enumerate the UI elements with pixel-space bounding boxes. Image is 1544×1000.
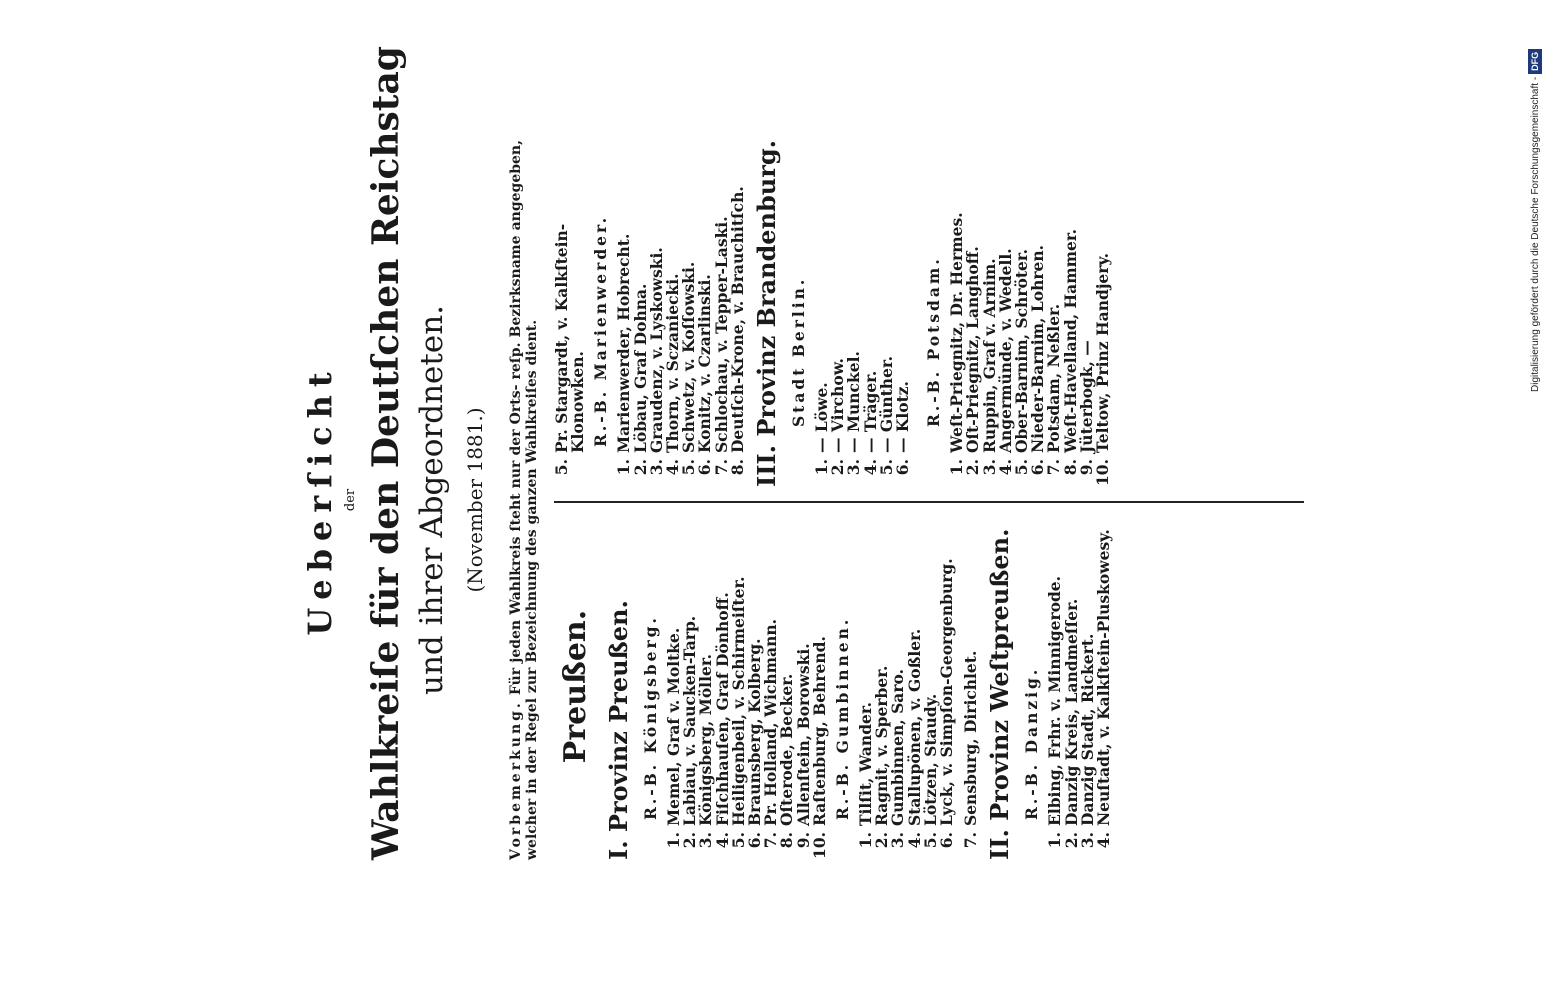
list-item: 10. Raſtenburg, Behrend. [809,636,829,859]
remark-text: Für jeden Wahlkreis ſteht nur der Orts- reſp. Bezirksname angegeben, welcher in der Regel zur Bezeichnung des ganzen Wahlkreiſes dient. [508,140,540,860]
district-heading-potsdam: R.-B. Potsdam. [924,256,944,428]
list-item: 3. — Munckel. [844,351,864,476]
list-item: 6. — Klotz. [893,381,913,476]
list-item: 4. Thorn, v. Sczaniecki. [663,273,683,476]
list-berlin [814,140,911,487]
right-column [554,140,1394,501]
title-block [300,46,490,860]
list-item: 4. — Träger. [860,370,880,476]
list-item: 1. Memel, Graf v. Moltke. [664,627,683,849]
list-item: 5. Heiligenbeil, v. Schirmeiſter. [728,576,748,849]
list-item: 6. Lyck, v. Simpſon-Georgenburg. [937,558,957,849]
title-date: (November 1881.) [463,407,487,593]
district-heading-koenigsberg: R.-B. Königsberg. [641,615,660,820]
list-item: 1. Elbing, Frhr. v. Minnigerode. [1045,575,1065,849]
list-item: 4. Angermünde, v. Wedell. [995,248,1015,476]
list-item: 2. Labiau, v. Saucken-Tarp. [680,615,700,849]
list-item: 2. Löbau, Graf Dohna. [630,283,650,476]
list-item: 7. Potsdam, Neßler. [1044,303,1064,476]
list-item: 9. Allenſtein, Borowski. [793,643,813,849]
title-subtitle: und ihrer Abgeordneten. [414,304,450,696]
list-item: 7. Sensburg, Dirichlet. [961,650,981,849]
list-item: 8. Weſt-Havelland, Hammer. [1060,229,1080,476]
title-overview: Ueberſicht [301,364,339,636]
title-der: der [343,488,358,512]
list-item: 2. — Virchow. [828,358,848,476]
remark-lead: Vorbemerkung. [508,700,524,860]
funding-note-text: Digitalisierung gefördert durch die Deutsche Forschungsgemeinschaft - [1530,76,1541,392]
list-item: 10. Teltow, Prinz Handjery. [1093,252,1113,486]
district-heading-marienwerder: R.-B. Marienwerder. [591,214,611,448]
list-item: 3. Graudenz, v. Lyskowski. [646,247,666,476]
list-gumbinnen [858,513,979,860]
list-item: 3. Danzig Stadt, Rickert. [1077,633,1097,849]
list-item: 4. Fiſchhauſen, Graf Dönhoff. [712,592,732,849]
district-heading-gumbinnen: R.-B. Gumbinnen. [833,616,853,820]
list-item: 7. Pr. Holland, Wichmann. [761,618,781,849]
province-heading-brandenburg: III. Provinz Brandenburg. [752,140,782,488]
list-item: 1. Marienwerder, Hobrecht. [614,233,634,476]
list-item: 6. Nieder-Barnim, Lohren. [1028,244,1048,476]
list-item: 2. Oſt-Priegnitz, Langhoff. [963,246,983,476]
list-koenigsberg [666,513,828,860]
list-item: 3. Gumbinnen, Saro. [888,669,908,849]
title-main: Wahlkreiſe für den Deutſchen Reichstag [365,46,407,860]
list-marienwerder [616,140,746,487]
list-item: 5. Pr. Stargardt, v. Kalkſtein-Klonowken. [552,223,588,476]
funding-note [1528,12,1542,392]
list-item: 3. Ruppin, Graf v. Arnim. [979,258,999,476]
list-item: 2. Ragnit, v. Sperber. [872,665,892,849]
dfg-logo-badge: DFG [1528,49,1542,74]
left-column [554,503,1394,860]
district-heading-danzig: R.-B. Danzig. [1022,666,1042,820]
list-item: 4. Neuſtadt, v. Kalkſtein-Pluskowesy. [1094,529,1114,849]
list-item: 5. — Günther. [876,355,896,476]
list-item: 8. Oſterode, Becker. [777,673,797,849]
list-item: 7. Schlochau, v. Tepper-Laski. [711,216,731,476]
list-item: 5. Schwetz, v. Koſſowski. [679,261,699,476]
list-item: 9. Jüterbogk, — [1076,340,1096,476]
list-item: 2. Danzig Kreis, Landmeſſer. [1061,598,1081,849]
page-content [300,46,1400,860]
list-item: 6. Konitz, v. Czarlinski. [695,274,715,476]
list-potsdam [949,140,1111,487]
list-item: 5. Ober-Barnim, Schröter. [1012,249,1032,476]
district-columns [554,140,1394,860]
province-heading-westprussia: II. Provinz Weſtpreußen. [985,528,1015,860]
heading-prussia: Preußen. [558,609,593,764]
list-item: 6. Braunsberg, Kolberg. [745,638,765,849]
province-heading-prussia: I. Provinz Preußen. [604,600,633,860]
list-item: 5. Lötzen, Staudy. [920,693,940,849]
list-item: 3. Königsberg, Möller. [696,654,716,849]
district-heading-berlin: Stadt Berlin. [789,276,809,428]
list-item: 8. Deutſch-Krone, v. Brauchitſch. [727,186,747,476]
preliminary-remark [508,140,540,860]
list-item: 4. Stallupönen, v. Goßler. [904,628,924,849]
list-item: 1. Weſt-Priegnitz, Dr. Hermes. [947,212,967,476]
list-danzig [1047,513,1112,860]
column-divider [554,501,1304,503]
list-item: 1. — Löwe. [812,382,832,476]
list-item: 1. Tilſit, Wander. [856,701,876,849]
